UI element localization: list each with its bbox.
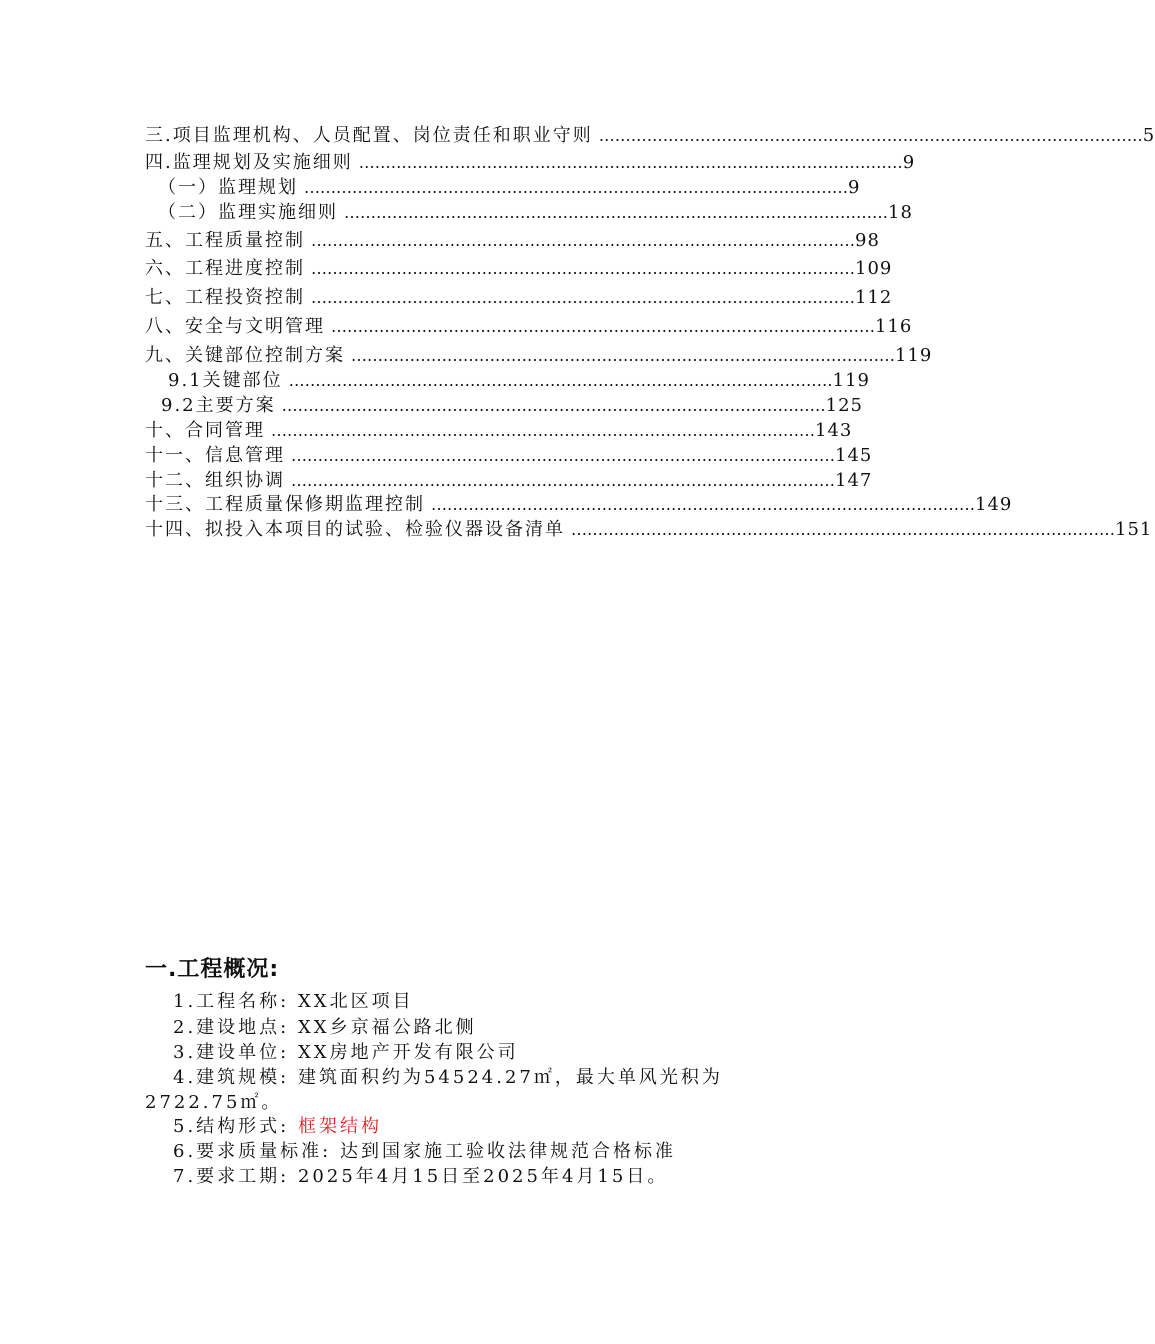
overview-item-value: 建筑面积约为54524.27㎡，最大单风光积为 bbox=[297, 1067, 723, 1088]
overview-item-label: 7.要求工期: bbox=[173, 1166, 290, 1187]
overview-item bbox=[173, 1115, 382, 1139]
toc-page-number: 18 bbox=[888, 202, 913, 223]
toc-leader-dots: ………………………………………………………………………………………… bbox=[281, 396, 826, 415]
toc-row[interactable] bbox=[168, 369, 870, 393]
toc-page-number: 151 bbox=[1115, 519, 1153, 540]
toc-leader-dots: ………………………………………………………………………………………… bbox=[288, 371, 833, 390]
toc-leader-dots: ………………………………………………………………………………………… bbox=[431, 495, 975, 514]
toc-title: 9.1关键部位 bbox=[168, 370, 283, 391]
toc-row[interactable] bbox=[161, 394, 863, 418]
section-heading: 一.工程概况: bbox=[145, 957, 280, 982]
toc-row[interactable] bbox=[145, 469, 873, 493]
toc-title: （二）监理实施细则 bbox=[158, 202, 338, 223]
toc-title: 八、安全与文明管理 bbox=[145, 316, 325, 337]
toc-row[interactable] bbox=[145, 315, 913, 339]
toc-title: 五、工程质量控制 bbox=[145, 230, 305, 251]
toc-page-number: 143 bbox=[815, 420, 853, 441]
toc-leader-dots: ………………………………………………………………………………………… bbox=[571, 520, 1115, 539]
toc-leader-dots: ………………………………………………………………………………………… bbox=[311, 288, 855, 307]
toc-page-number: 5 bbox=[1142, 125, 1155, 146]
overview-item-label: 5.结构形式: bbox=[173, 1116, 290, 1137]
toc-leader-dots: ………………………………………………………………………………………… bbox=[311, 259, 855, 278]
toc-title: 四.监理规划及实施细则 bbox=[145, 152, 353, 173]
overview-item-label: 1.工程名称: bbox=[173, 991, 290, 1012]
toc-leader-dots: ………………………………………………………………………………………… bbox=[598, 126, 1143, 145]
overview-item bbox=[173, 1140, 676, 1164]
toc-leader-dots: ………………………………………………………………………………………… bbox=[358, 153, 903, 172]
toc-row[interactable] bbox=[145, 229, 880, 253]
toc-row[interactable] bbox=[158, 201, 913, 225]
toc-title: 九、关键部位控制方案 bbox=[145, 345, 345, 366]
overview-item-value: XX北区项目 bbox=[297, 991, 414, 1012]
overview-item-label: 2.建设地点: bbox=[173, 1017, 290, 1038]
toc-row[interactable] bbox=[158, 176, 861, 200]
toc-row[interactable] bbox=[145, 151, 916, 175]
overview-item bbox=[173, 990, 414, 1014]
toc-page-number: 119 bbox=[895, 345, 933, 366]
overview-item-label: 3.建设单位: bbox=[173, 1042, 290, 1063]
toc-leader-dots: ………………………………………………………………………………………… bbox=[271, 421, 815, 440]
toc-page-number: 149 bbox=[975, 494, 1013, 515]
overview-item-value: 达到国家施工验收法律规范合格标准 bbox=[339, 1141, 676, 1162]
toc-leader-dots: ………………………………………………………………………………………… bbox=[331, 317, 875, 336]
overview-item-value: XX房地产开发有限公司 bbox=[297, 1042, 519, 1063]
toc-row[interactable] bbox=[145, 444, 873, 468]
toc-page-number: 98 bbox=[855, 230, 880, 251]
toc-row[interactable] bbox=[145, 124, 1155, 148]
toc-page-number: 9 bbox=[902, 152, 916, 173]
overview-item-continuation bbox=[145, 1091, 282, 1115]
toc-page-number: 119 bbox=[832, 370, 870, 391]
overview-item-value: XX乡京福公路北侧 bbox=[297, 1017, 477, 1038]
toc-leader-dots: ………………………………………………………………………………………… bbox=[291, 446, 835, 465]
toc-page-number: 112 bbox=[855, 287, 893, 308]
toc-row[interactable] bbox=[145, 493, 1013, 517]
toc-row[interactable] bbox=[145, 286, 893, 310]
toc-page-number: 145 bbox=[835, 445, 873, 466]
toc-leader-dots: ………………………………………………………………………………………… bbox=[304, 178, 848, 197]
toc-leader-dots: ………………………………………………………………………………………… bbox=[344, 203, 888, 222]
toc-title: 十三、工程质量保修期监理控制 bbox=[145, 494, 425, 515]
toc-title: 十二、组织协调 bbox=[145, 470, 285, 491]
toc-page-number: 147 bbox=[835, 470, 873, 491]
toc-page-number: 9 bbox=[848, 177, 861, 198]
toc-page-number: 125 bbox=[825, 395, 863, 416]
overview-item-value: 框架结构 bbox=[297, 1116, 382, 1137]
toc-title: （一）监理规划 bbox=[158, 177, 298, 198]
toc-row[interactable] bbox=[145, 518, 1153, 542]
overview-item-label: 4.建筑规模: bbox=[173, 1067, 290, 1088]
toc-title: 七、工程投资控制 bbox=[145, 287, 305, 308]
overview-item-label: 6.要求质量标准: bbox=[173, 1141, 332, 1162]
toc-page-number: 116 bbox=[875, 316, 913, 337]
toc-title: 十一、信息管理 bbox=[145, 445, 285, 466]
overview-item bbox=[173, 1016, 477, 1040]
toc-title: 六、工程进度控制 bbox=[145, 258, 305, 279]
toc-title: 9.2主要方案 bbox=[161, 395, 276, 416]
overview-item-value: 2722.75㎡。 bbox=[145, 1092, 283, 1113]
toc-leader-dots: ………………………………………………………………………………………… bbox=[351, 346, 895, 365]
overview-item bbox=[173, 1165, 668, 1189]
toc-row[interactable] bbox=[145, 344, 933, 368]
toc-leader-dots: ………………………………………………………………………………………… bbox=[291, 471, 835, 490]
toc-leader-dots: ………………………………………………………………………………………… bbox=[311, 231, 855, 250]
toc-page-number: 109 bbox=[855, 258, 893, 279]
toc-row[interactable] bbox=[145, 257, 893, 281]
toc-row[interactable] bbox=[145, 419, 853, 443]
toc-title: 十四、拟投入本项目的试验、检验仪器设备清单 bbox=[145, 519, 565, 540]
toc-title: 十、合同管理 bbox=[145, 420, 265, 441]
overview-item bbox=[173, 1041, 519, 1065]
overview-item bbox=[173, 1066, 723, 1090]
toc-title: 三.项目监理机构、人员配置、岗位责任和职业守则 bbox=[145, 125, 593, 146]
overview-item-value: 2025年4月15日至2025年4月15日。 bbox=[297, 1166, 669, 1187]
